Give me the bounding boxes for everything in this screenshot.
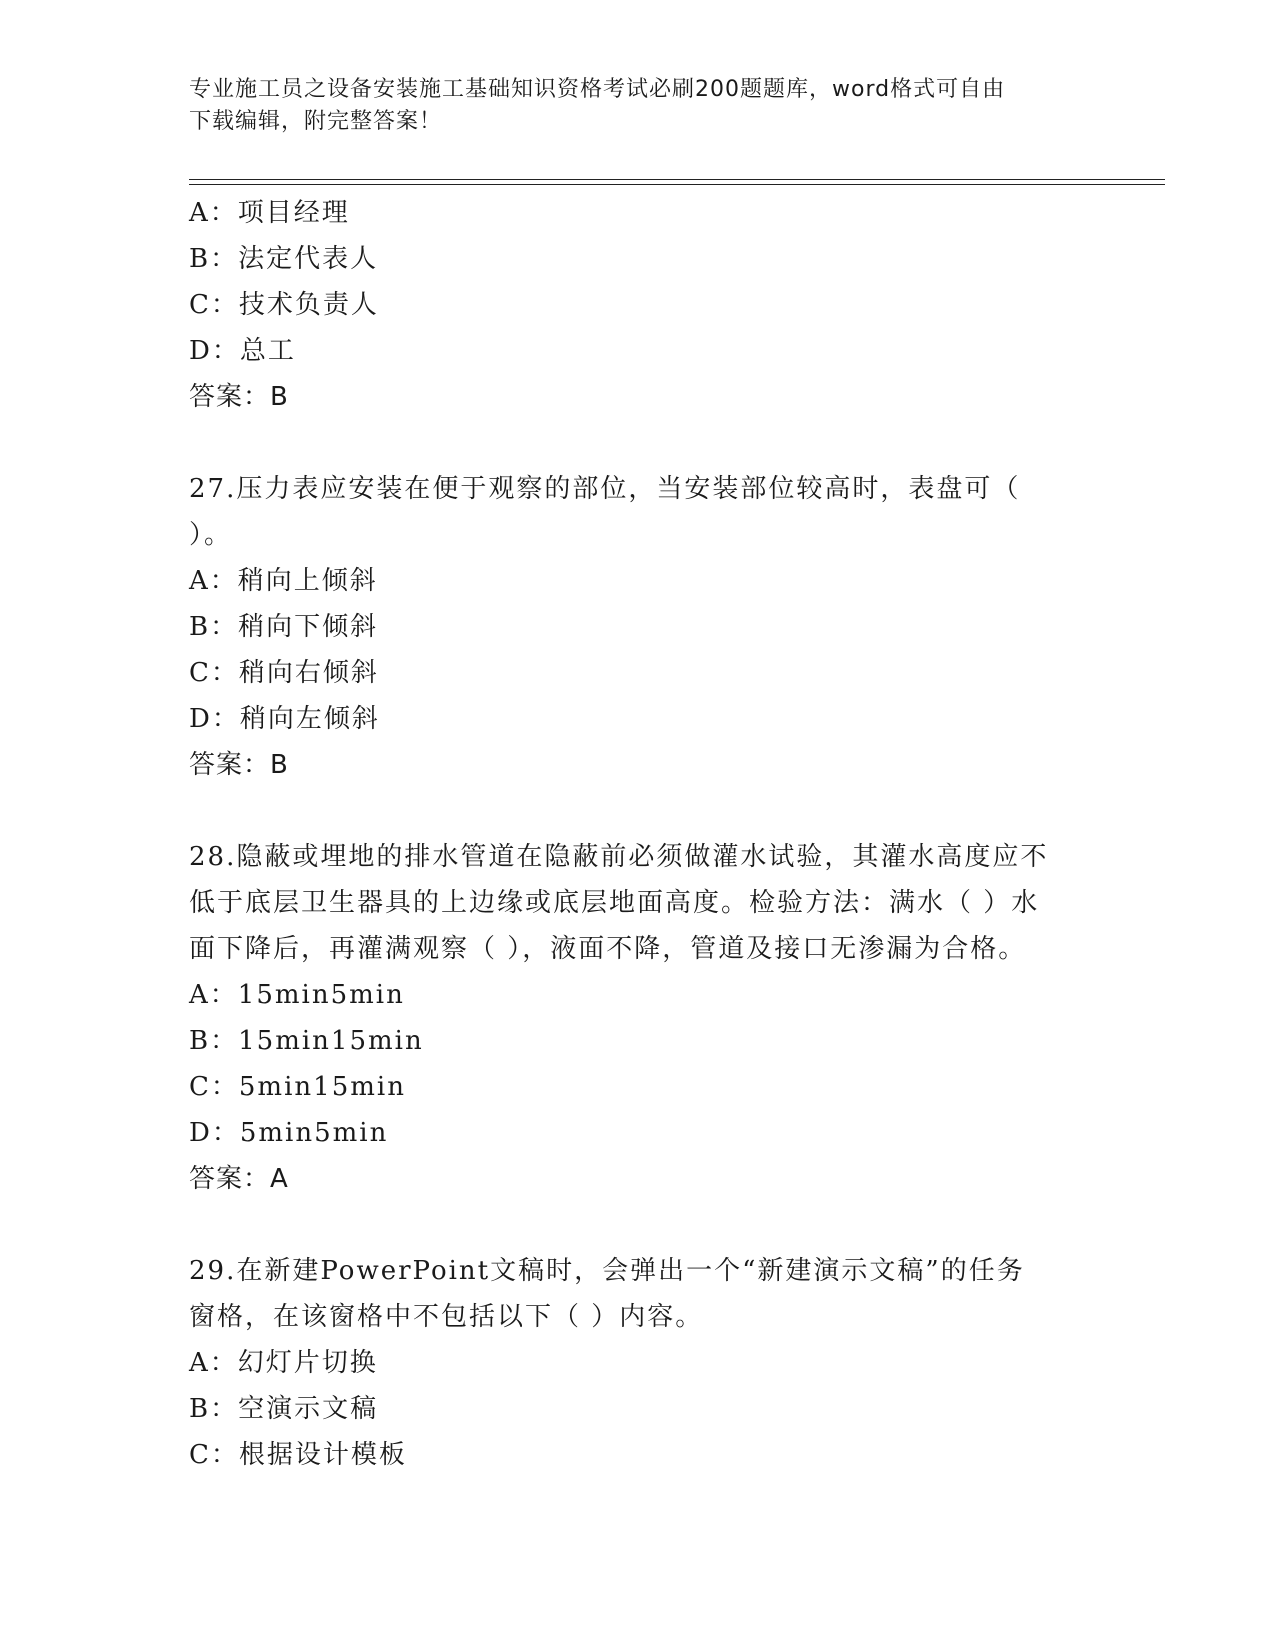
- option-a: A：15min5min: [189, 980, 405, 1010]
- question-text-line-3: 面下降后，再灌满观察（ ），液面不降，管道及接口无渗漏为合格。: [189, 934, 1027, 964]
- spacer: [189, 788, 1089, 834]
- option-d: D：稍向左倾斜: [189, 704, 380, 734]
- option-a: A：项目经理: [189, 198, 350, 228]
- option-c: C：稍向右倾斜: [189, 658, 379, 688]
- question-text-line-1: 29.在新建PowerPoint文稿时，会弹出一个“新建演示文稿”的任务: [189, 1256, 1025, 1286]
- question-28: [189, 834, 1089, 1202]
- question-text-line-2: ）。: [189, 520, 233, 550]
- header-line-1: 专业施工员之设备安装施工基础知识资格考试必刷200题题库，word格式可自由: [189, 77, 1006, 102]
- option-b: B：15min15min: [189, 1026, 424, 1056]
- spacer: [189, 1202, 1089, 1248]
- header-line-2: 下载编辑，附完整答案！: [189, 109, 443, 134]
- option-b: B：空演示文稿: [189, 1394, 379, 1424]
- question-list: [189, 190, 1089, 1478]
- option-c: C：技术负责人: [189, 290, 379, 320]
- question-27: [189, 466, 1089, 788]
- option-b: B：法定代表人: [189, 244, 379, 274]
- header-rule-bottom: [189, 184, 1165, 185]
- spacer: [189, 420, 1089, 466]
- question-29: [189, 1248, 1089, 1478]
- question-26: [189, 190, 1089, 420]
- question-text-line-1: 28.隐蔽或埋地的排水管道在隐蔽前必须做灌水试验，其灌水高度应不: [189, 842, 1049, 872]
- document-header: [189, 74, 1089, 138]
- option-b: B：稍向下倾斜: [189, 612, 379, 642]
- answer: 答案：B: [189, 382, 289, 412]
- option-a: A：幻灯片切换: [189, 1348, 378, 1378]
- question-text-line-2: 低于底层卫生器具的上边缘或底层地面高度。检验方法：满水（ ）水: [189, 888, 1040, 918]
- question-text-line-1: 27.压力表应安装在便于观察的部位，当安装部位较高时，表盘可（: [189, 474, 1021, 504]
- option-d: D：总工: [189, 336, 296, 366]
- answer: 答案：A: [189, 1164, 289, 1194]
- question-text-line-2: 窗格，在该窗格中不包括以下（ ）内容。: [189, 1302, 704, 1332]
- option-d: D：5min5min: [189, 1118, 389, 1148]
- option-c: C：根据设计模板: [189, 1440, 407, 1470]
- answer: 答案：B: [189, 750, 289, 780]
- option-c: C：5min15min: [189, 1072, 406, 1102]
- header-rule-top: [189, 179, 1165, 180]
- option-a: A：稍向上倾斜: [189, 566, 378, 596]
